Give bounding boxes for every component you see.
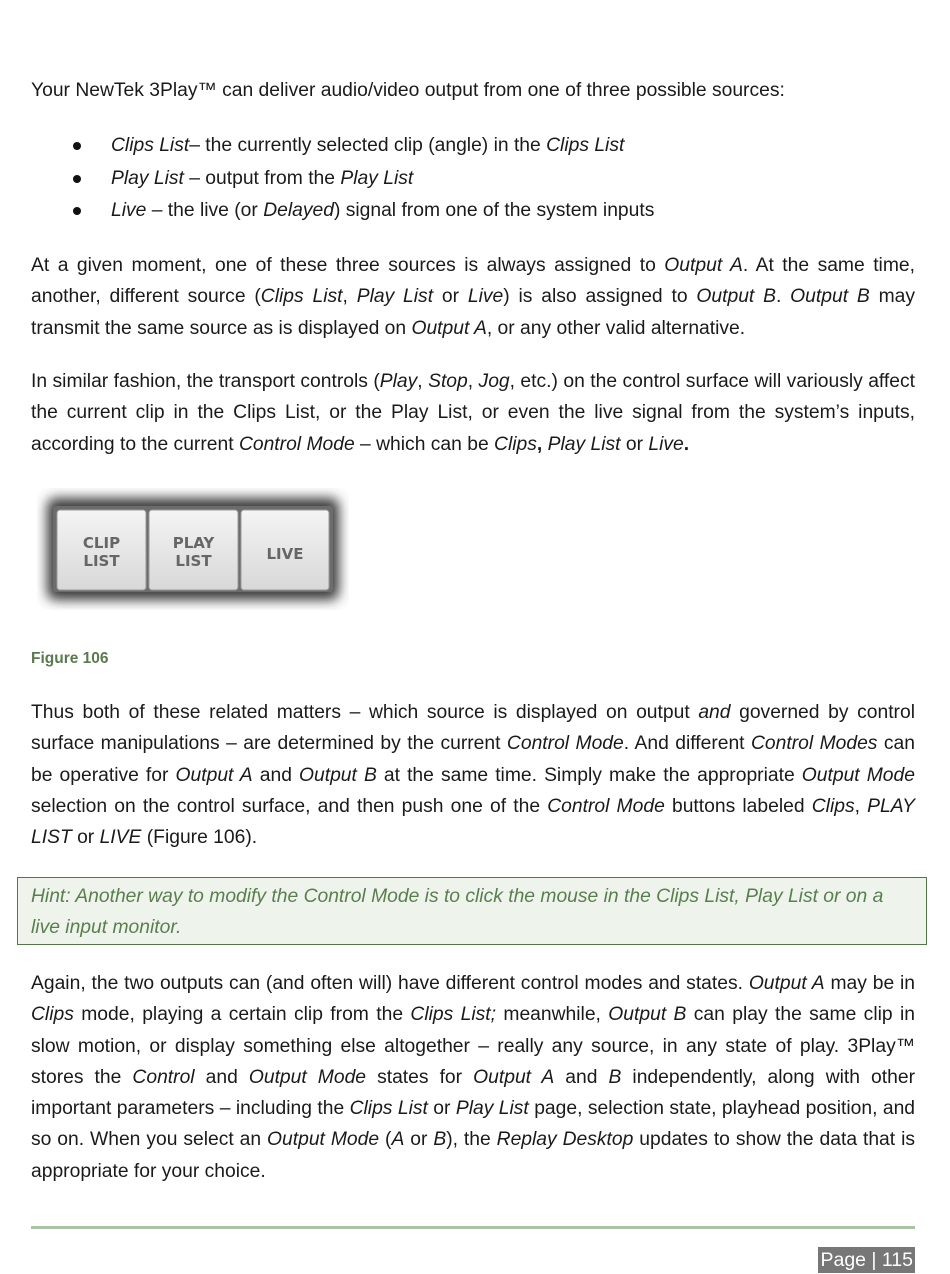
svg-text:LIVE: LIVE: [266, 545, 304, 563]
svg-text:CLIP: CLIP: [82, 534, 121, 552]
list-item: Clips List– the currently selected clip (angle) in the Clips List: [31, 130, 915, 163]
bullet-icon: [73, 142, 81, 150]
page-number: Page | 115: [820, 1249, 913, 1271]
bullet-icon: [73, 207, 81, 215]
play-list-key: [149, 510, 238, 590]
outputs-paragraph: At a given moment, one of these three sources is always assigned to Output A. At the same time, another, different source (Clips List, Play List or Live) is also assigned to Output B. Output B may transmit the same source as is displayed on Output A, or any other valid alternative.: [31, 255, 916, 339]
hint-box: [17, 877, 927, 945]
intro-paragraph: Your NewTek 3Play™ can deliver audio/video output from one of three possible sources:: [31, 80, 785, 101]
svg-text:LIST: LIST: [83, 552, 120, 570]
figure-caption: Figure 106: [31, 650, 109, 667]
live-key: [241, 510, 329, 590]
svg-text:PLAY: PLAY: [172, 534, 215, 552]
hint-text: Hint: Another way to modify the Control Mode is to click the mouse in the Clips List, Play List or on a live input monitor.: [31, 886, 884, 939]
source-list: [31, 130, 915, 228]
bullet-icon: [73, 175, 81, 183]
footer-divider: [31, 1226, 915, 1229]
control-mode-paragraph: Thus both of these related matters – which source is displayed on output and governed by control surface manipulations – are determined by the current Control Mode. And different Control Modes can be operative for Output A and Output B at the same time. Simply make the appropriate Output Mode selection on the control surface, and then push one of the Control Mode buttons labeled Clips, PLAY LIST or LIVE (Figure 106).: [31, 702, 915, 849]
transport-paragraph: In similar fashion, the transport controls (Play, Stop, Jog, etc.) on the control surface will variously affect the current clip in the Clips List, or the Play List, or even the live signal from the system’s inputs, according to the current Control Mode – which can be Clips, Play List or Live.: [31, 371, 916, 455]
list-item: Play List – output from the Play List: [31, 163, 915, 196]
control-mode-buttons-figure: [37, 488, 349, 610]
outputs-state-paragraph: Again, the two outputs can (and often will) have different control modes and states. Output A may be in Clips mode, playing a certain clip from the Clips List; meanwhile, Output B can play the same clip in slow motion, or display something else altogether – really any source, in any state of play. 3Play™ stores the Control and Output Mode states for Output A and B independently, along with other important parameters – including the Clips List or Play List page, selection state, playhead position, and so on. When you select an Output Mode (A or B), the Replay Desktop updates to show the data that is appropriate for your choice.: [31, 973, 916, 1182]
svg-text:LIST: LIST: [175, 552, 212, 570]
list-item: Live – the live (or Delayed) signal from one of the system inputs: [31, 195, 915, 228]
clip-list-key: [57, 510, 146, 590]
